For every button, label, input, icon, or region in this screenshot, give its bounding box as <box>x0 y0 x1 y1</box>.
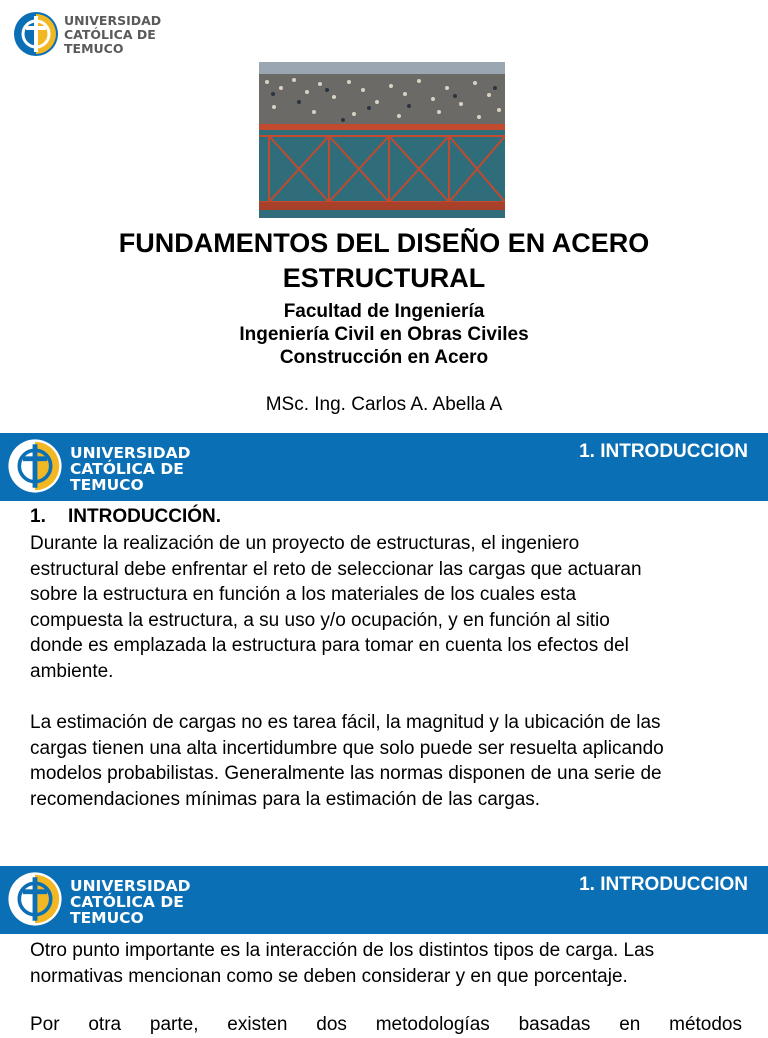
university-emblem-icon <box>6 870 64 928</box>
section-number: 1. <box>30 506 46 527</box>
presentation-title-line1: FUNDAMENTOS DEL DISEÑO EN ACERO <box>118 228 650 258</box>
university-name: UNIVERSIDAD CATÓLICA DE TEMUCO <box>70 877 191 927</box>
university-logo <box>6 437 196 497</box>
university-name: UNIVERSIDAD CATÓLICA DE TEMUCO <box>64 13 162 56</box>
intro-paragraph-1: Durante la realización de un proyecto de estructuras, el ingeniero estructural debe enfrentar el reto de seleccionar las cargas que actuaran sobre la estructura en función a los materiales de los cuales esta compuesta la estructura, a su uso y/o ocupación, y en función al sitio donde es emplazada la estructura para tomar en cuenta los efectos del ambiente. <box>30 533 642 682</box>
university-emblem-icon <box>6 437 64 495</box>
bridge-crowd-photo <box>259 62 505 218</box>
university-logo <box>6 870 196 930</box>
section-heading-text: INTRODUCCIÓN. <box>68 506 222 527</box>
slide-header <box>0 866 768 934</box>
program-name: Ingeniería Civil en Obras Civiles <box>239 324 529 345</box>
slide-section-title: 1. INTRODUCCION <box>579 874 748 895</box>
slide3-paragraph-1: Otro punto importante es la interacción de los distintos tipos de carga. Las normativas mencionan como se deben considerar y en que porcentaje. <box>30 940 655 987</box>
university-name: UNIVERSIDAD CATÓLICA DE TEMUCO <box>70 444 191 494</box>
university-emblem-icon <box>12 10 60 58</box>
slide-section-title: 1. INTRODUCCION <box>579 441 748 462</box>
course-name: Construcción en Acero <box>279 347 489 368</box>
section-heading <box>30 506 221 528</box>
university-logo <box>12 10 162 62</box>
slide3-paragraph-2: Por otra parte, existen dos metodologías basadas en métodos <box>30 1014 742 1035</box>
presentation-title-line2: ESTRUCTURAL <box>282 263 486 293</box>
author-name: MSc. Ing. Carlos A. Abella A <box>265 394 503 415</box>
faculty-name: Facultad de Ingeniería <box>283 301 485 322</box>
slide-header <box>0 433 768 501</box>
intro-paragraph-2: La estimación de cargas no es tarea fácil, la magnitud y la ubicación de las cargas tienen una alta incertidumbre que solo puede ser resuelta aplicando modelos probabilistas. Generalmente las normas disponen de una serie de recomendaciones mínimas para la estimación de las cargas. <box>30 712 664 810</box>
